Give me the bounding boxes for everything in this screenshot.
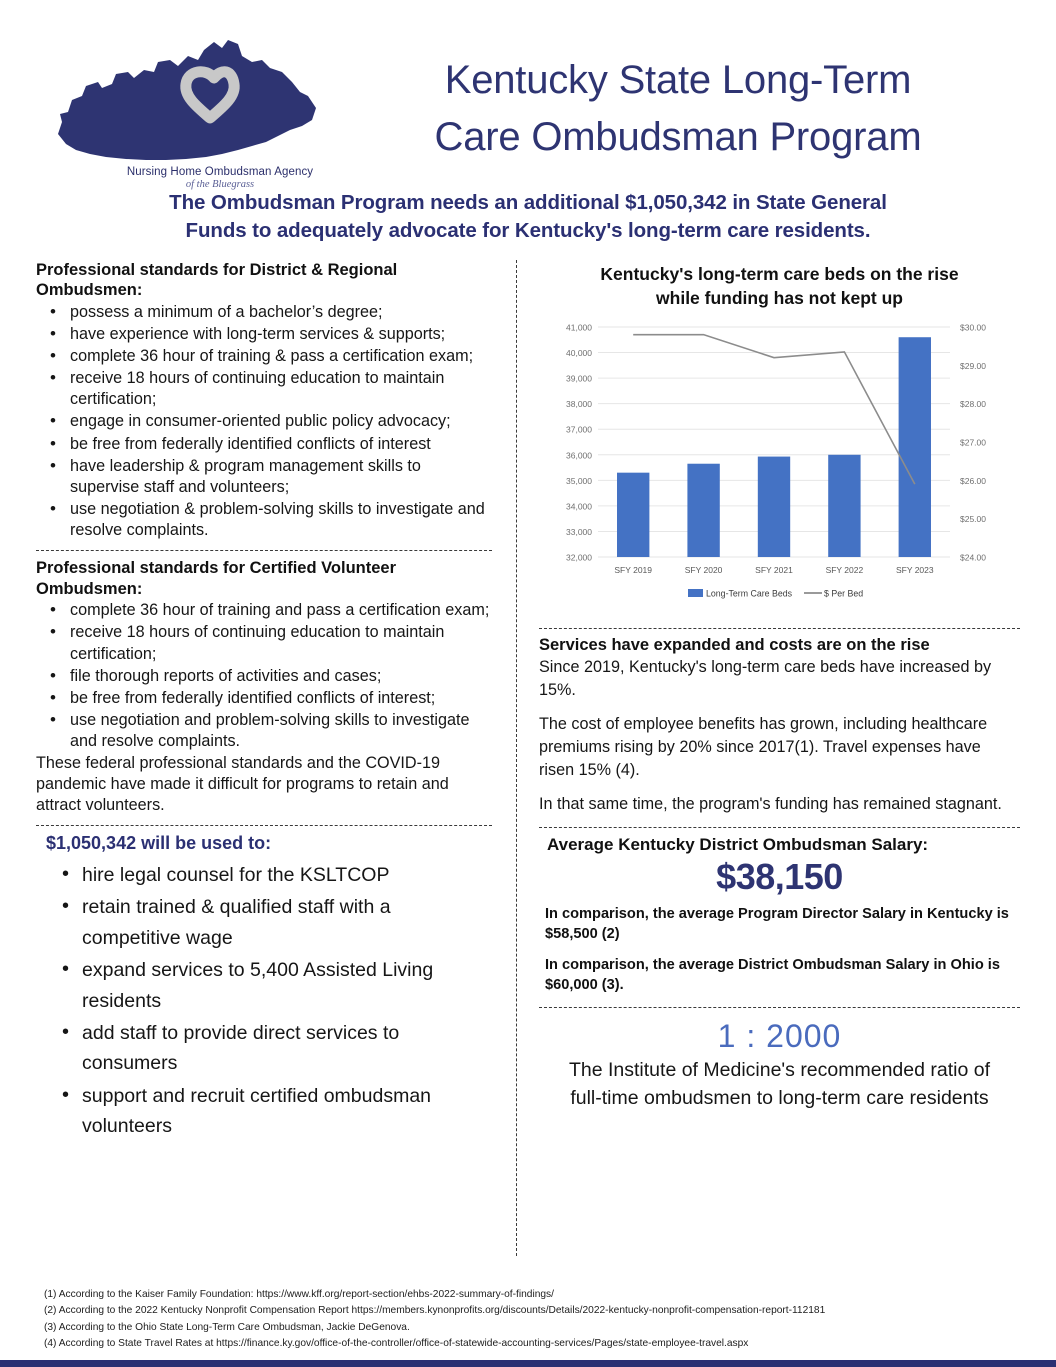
agency-name [100,166,340,190]
agency-name-line1: Nursing Home Ombudsman Agency [126,166,314,178]
list-item: • expand services to 5,400 Assisted Living residents [82,955,492,1016]
list-item: • be free from federally identified conflicts of interest [66,434,492,455]
x-axis-tick: SFY 2023 [895,565,934,576]
y-axis-tick: 38,000 [565,399,592,410]
page-title-line1: Kentucky State Long-Term [444,58,912,102]
list-item: • add staff to provide direct services to consumers [82,1018,492,1079]
list-item: • have experience with long-term services & supports; [66,324,492,345]
list-item: • complete 36 hour of training & pass a certification exam; [66,346,492,367]
list-item: • support and recruit certified ombudsman volunteers [82,1081,492,1142]
y-axis-tick: 33,000 [565,527,592,538]
chart-bar [617,473,649,557]
page-header [0,0,1056,190]
list-item: • be free from federally identified conflicts of interest; [66,688,492,709]
section-divider [539,628,1020,629]
y-axis-tick: 32,000 [565,552,592,563]
services-paragraph-2: The cost of employee benefits has grown, including healthcare premiums rising by 20% since 2017(1). Travel expenses have risen 15% (4). [539,715,988,780]
footnote: (1) According to the Kaiser Family Foundation: https://www.kff.org/report-section/ehbs-2022-summary-of-findings/ [44,1288,554,1300]
x-axis-tick: SFY 2019 [613,565,652,576]
legend-swatch-bars [688,589,703,597]
x-axis-tick: SFY 2022 [825,565,863,576]
list-item: • complete 36 hour of training and pass a certification exam; [66,600,492,621]
chart-bar [898,337,930,557]
chart-bar [687,464,719,557]
subtitle-line2: Funds to adequately advocate for Kentucky's long-term care residents. [185,219,871,243]
y-axis-tick: 34,000 [565,501,592,512]
list-item: • use negotiation and problem-solving skills to investigate and resolve complaints. [66,710,492,752]
services-paragraph-1: Since 2019, Kentucky's long-term care beds have increased by 15%. [539,658,992,700]
x-axis-tick: SFY 2020 [684,565,722,576]
page-title-line2: Care Ombudsman Program [434,114,922,159]
chart-title-line2: while funding has not kept up [656,288,903,309]
y2-axis-tick: $26.00 [959,476,986,487]
legend-label-bars: Long-Term Care Beds [705,588,792,599]
y2-axis-tick: $25.00 [959,514,986,525]
list-item: • receive 18 hours of continuing education to maintain certification; [66,368,492,410]
agency-name-line2: of the Bluegrass [185,179,255,190]
list-item: • file thorough reports of activities and cases; [66,666,492,687]
chart-title [539,262,1020,312]
y-axis-tick: 40,000 [565,348,592,359]
salary-comparison-kentucky: In comparison, the average Program Director Salary in Kentucky is $58,500 (2) [545,906,1009,942]
left-column [36,260,506,1256]
subtitle-line1: The Ombudsman Program needs an additional $1,050,342 in State General [169,191,887,214]
salary-heading: Average Kentucky District Ombudsman Salary: [547,835,929,855]
content-columns [0,246,1056,1256]
volunteer-standards-list [36,600,492,751]
bottom-accent-bar [0,1360,1056,1367]
salary-comparison-ohio: In comparison, the average District Ombudsman Salary in Ohio is $60,000 (3). [545,957,1000,993]
y-axis-tick: 39,000 [565,373,592,384]
ratio-caption: The Institute of Medicine's recommended ratio of full-time ombudsmen to long-term care residents [568,1059,990,1110]
y-axis-tick: 36,000 [565,450,592,461]
list-item: • engage in consumer-oriented public policy advocacy; [66,411,492,432]
list-item: • possess a minimum of a bachelor’s degree; [66,302,492,323]
page-title [340,26,1016,166]
district-standards-heading: Professional standards for District & Regional Ombudsmen: [36,260,398,300]
section-divider [36,550,492,551]
section-divider [539,1007,1020,1008]
y2-axis-tick: $27.00 [959,437,986,448]
list-item: • receive 18 hours of continuing education to maintain certification; [66,622,492,664]
list-item: • have leadership & program management skills to supervise staff and volunteers; [66,456,492,498]
footnote: (4) According to State Travel Rates at https://finance.ky.gov/office-of-the-controller/office-of-statewide-accounting-services/Pages/state-employee-travel.aspx [44,1338,749,1350]
legend-label-line: $ Per Bed [823,588,863,599]
list-item: • hire legal counsel for the KSLTCOP [82,860,492,890]
list-item: • retain trained & qualified staff with a competitive wage [82,892,492,953]
chart-bar [757,457,789,557]
list-item: • use negotiation & problem-solving skills to investigate and resolve complaints. [66,499,492,541]
footnote: (2) According to the 2022 Kentucky Nonprofit Compensation Report https://members.kynonprofits.org/discounts/Details/2022-kentucky-nonprofit-compensation-report-112181 [44,1305,826,1317]
funds-heading: $1,050,342 will be used to: [46,833,272,853]
y2-axis-tick: $24.00 [959,552,986,563]
kentucky-map-icon [46,26,336,176]
y2-axis-tick: $30.00 [959,322,986,333]
district-standards-list [36,302,492,541]
section-divider [36,825,492,826]
salary-amount: $38,150 [716,856,843,898]
services-heading: Services have expanded and costs are on the rise [539,636,930,655]
footnotes [44,1287,1024,1353]
chart-bar [828,455,860,557]
y2-axis-tick: $28.00 [959,399,986,410]
page-subtitle [0,185,1056,246]
footnote: (3) According to the Ohio State Long-Term Care Ombudsman, Jackie DeGenova. [44,1321,410,1333]
chart-title-line1: Kentucky's long-term care beds on the rise [600,263,959,284]
y-axis-tick: 41,000 [565,322,592,333]
volunteer-standards-heading: Professional standards for Certified Volunteer Ombudsmen: [36,558,397,598]
column-divider [516,260,517,1256]
beds-vs-cost-chart [546,319,1014,619]
volunteer-note: These federal professional standards and the COVID-19 pandemic have made it difficult for programs to retain and attract volunteers. [36,753,449,814]
right-column [527,260,1020,1256]
services-paragraph-3: In that same time, the program's funding has remained stagnant. [539,795,1002,814]
y2-axis-tick: $29.00 [959,361,986,372]
section-divider [539,827,1020,828]
agency-logo [40,26,340,190]
ratio-value: 1 : 2000 [717,1018,842,1055]
funds-usage-list [36,860,492,1142]
y-axis-tick: 37,000 [565,424,592,435]
y-axis-tick: 35,000 [565,476,592,487]
x-axis-tick: SFY 2021 [754,565,793,576]
